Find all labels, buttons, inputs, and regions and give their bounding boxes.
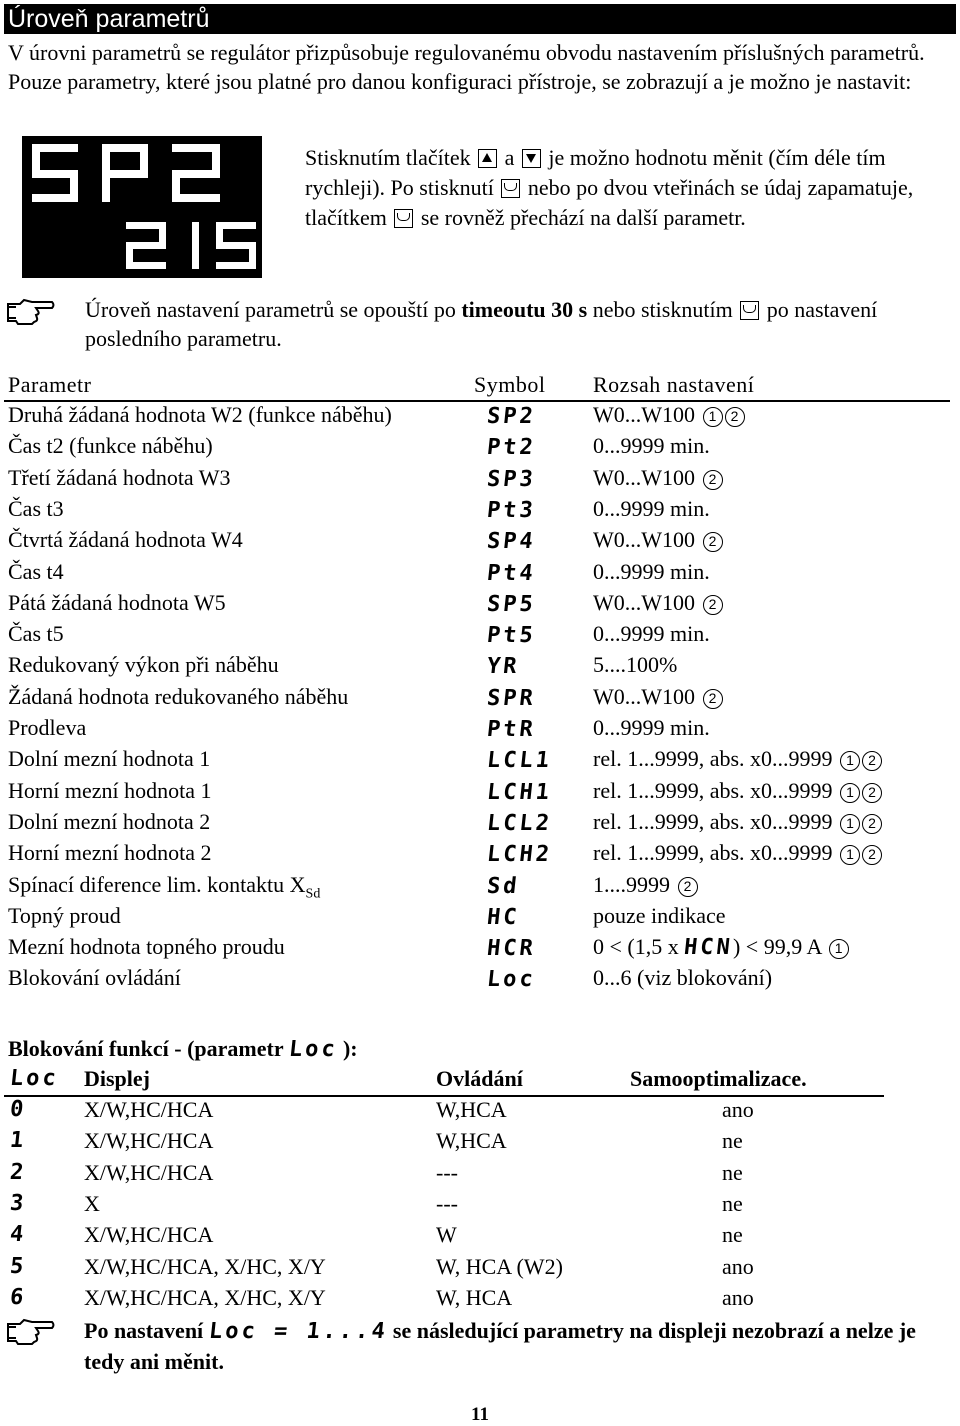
param-symbol: YR — [485, 654, 521, 680]
param-symbol: PtR — [485, 717, 538, 742]
table-row — [0, 652, 960, 683]
param-symbol: Pt3 — [485, 497, 538, 523]
param-range: 0...9999 min. — [593, 495, 710, 521]
param-symbol: LCH2 — [485, 842, 554, 868]
param-name: Čas t2 (funkce náběhu) — [8, 433, 213, 459]
table-row — [0, 590, 960, 621]
param-range: rel. 1...9999, abs. x0...9999 1 2 — [593, 809, 882, 835]
param-name: Druhá žádaná hodnota W2 (funkce náběhu) — [8, 402, 392, 427]
param-symbol: LCL2 — [485, 810, 554, 836]
displej-value: X/W,HC/HCA — [84, 1128, 214, 1154]
table-row — [0, 934, 960, 965]
param-name: Mezní hodnota topného proudu — [8, 934, 285, 960]
param-range: 1....9999 2 — [593, 872, 698, 898]
table-row — [0, 903, 960, 934]
table-row — [0, 559, 960, 590]
column-header-rozsah: Rozsah nastavení — [593, 372, 755, 397]
ovladani-value: --- — [436, 1190, 458, 1216]
pointing-hand-icon — [6, 1316, 56, 1346]
param-symbol: HC — [485, 904, 521, 930]
param-symbol: Pt2 — [485, 435, 538, 461]
displej-value: X/W,HC/HCA, X/HC, X/Y — [84, 1284, 326, 1310]
key-instructions: Stisknutím tlačítek a je možno hodnotu měnit (čím déle tím rychleji). Po stisknutí nebo po dvou vteřinách se údaj zapamatuje, tlačítkem se rovněž přechází na další parametr. — [305, 145, 914, 230]
loc-value: 6 — [8, 1284, 28, 1310]
param-name: Čas t3 — [8, 495, 64, 521]
param-range: 0...9999 min. — [593, 433, 710, 459]
param-name: Čtvrtá žádaná hodnota W4 — [8, 527, 243, 553]
param-range: W0...W100 2 — [593, 465, 723, 491]
ovladani-value: W,HCA — [436, 1128, 507, 1154]
table-row — [0, 778, 960, 809]
block-row — [0, 1128, 960, 1159]
enter-key-icon — [394, 209, 413, 228]
param-range: 0...9999 min. — [593, 715, 710, 740]
column-header-symbol: Symbol — [474, 372, 546, 397]
param-name: Dolní mezní hodnota 1 — [8, 746, 211, 772]
param-range: 0...9999 min. — [593, 558, 710, 584]
samooptimalizace-value: ne — [722, 1222, 743, 1248]
displej-value: X/W,HC/HCA — [84, 1222, 214, 1248]
samooptimalizace-value: ne — [722, 1190, 743, 1216]
displej-value: X — [84, 1190, 100, 1216]
param-range: W0...W100 2 — [593, 684, 723, 710]
note-mark-icon: 1 — [840, 845, 860, 865]
param-name: Žádaná hodnota redukovaného náběhu — [8, 683, 349, 709]
param-name: Třetí žádaná hodnota W3 — [8, 464, 231, 490]
param-name: Spínací diference lim. kontaktu $X_{Sd}$ — [8, 871, 321, 901]
loc-value: 0 — [8, 1097, 28, 1122]
param-name: Čas t5 — [8, 621, 64, 647]
samooptimalizace-value: ano — [722, 1253, 754, 1279]
lcd-display — [22, 136, 262, 278]
displej-value: X/W,HC/HCA — [84, 1097, 214, 1122]
table-row — [0, 965, 960, 996]
enter-key-icon — [740, 301, 759, 320]
param-name: Pátá žádaná hodnota W5 — [8, 589, 226, 615]
note-mark-icon: 1 — [840, 751, 860, 771]
table-row — [0, 715, 960, 746]
intro-paragraph: V úrovni parametrů se regulátor přizpůsobuje regulovanému obvodu nastavením příslušných parametrů. Pouze parametry, které jsou platné pro danou konfiguraci přístroje, se zobrazují a je možno je nastavit: — [8, 40, 925, 94]
loc-value: 3 — [8, 1190, 28, 1216]
table-row — [0, 809, 960, 840]
note-mark-icon: 2 — [862, 814, 882, 834]
param-symbol: HCR — [485, 936, 538, 962]
param-range: W0...W100 2 — [593, 590, 723, 616]
pointing-hand-icon — [6, 296, 56, 326]
note-mark-icon: 2 — [703, 532, 723, 552]
ovladani-value: W — [436, 1222, 457, 1248]
param-symbol: SPR — [485, 685, 538, 711]
note-mark-icon: 2 — [678, 877, 698, 897]
table-row — [0, 402, 960, 433]
block-title: Blokování funkcí - (parametr Loc ): — [8, 1036, 358, 1062]
note-mark-icon: 2 — [862, 783, 882, 803]
loc-value: 2 — [8, 1159, 28, 1185]
table-row — [0, 527, 960, 558]
note-mark-icon: 2 — [703, 470, 723, 490]
samooptimalizace-value: ano — [722, 1097, 754, 1122]
displej-value: X/W,HC/HCA, X/HC, X/Y — [84, 1253, 326, 1279]
param-range: pouze indikace — [593, 902, 726, 928]
param-range: rel. 1...9999, abs. x0...9999 1 2 — [593, 778, 882, 804]
note-mark-icon: 1 — [840, 814, 860, 834]
ovladani-value: --- — [436, 1159, 458, 1185]
table-row — [0, 872, 960, 903]
enter-key-icon — [501, 179, 520, 198]
table-row — [0, 433, 960, 464]
note-mark-icon: 2 — [703, 689, 723, 709]
block-row — [0, 1254, 960, 1285]
block-row — [0, 1222, 960, 1253]
param-symbol: SP2 — [485, 404, 538, 429]
param-range: 0 < (1,5 x HCN) < 99,9 A 1 — [593, 934, 849, 960]
ovladani-value: W,HCA — [436, 1097, 507, 1122]
block-row — [0, 1285, 960, 1316]
table-row — [0, 746, 960, 777]
param-symbol: Pt4 — [485, 560, 538, 586]
column-header-parametr: Parametr — [8, 372, 92, 397]
samooptimalizace-value: ne — [722, 1128, 743, 1154]
block-row — [0, 1160, 960, 1191]
note-mark-icon: 2 — [862, 845, 882, 865]
table-row — [0, 621, 960, 652]
param-range: 0...6 (viz blokování) — [593, 965, 773, 991]
param-symbol: Loc — [485, 967, 538, 993]
final-note: Po nastavení Loc = 1...4 se následující parametry na displeji nezobrazí a nelze je tedy ani měnit. — [84, 1318, 916, 1374]
param-symbol: SP4 — [485, 529, 538, 555]
param-name: Topný proud — [8, 902, 121, 928]
param-name: Prodleva — [8, 715, 87, 740]
param-symbol: Sd — [485, 873, 521, 899]
table-row — [0, 496, 960, 527]
param-range: rel. 1...9999, abs. x0...9999 1 2 — [593, 746, 882, 772]
up-key-icon — [478, 149, 497, 168]
param-symbol: LCL1 — [485, 748, 554, 774]
samooptimalizace-value: ano — [722, 1284, 754, 1310]
param-symbol: SP5 — [485, 591, 538, 617]
param-range: 0...9999 min. — [593, 621, 710, 647]
param-range: W0...W100 1 2 — [593, 402, 745, 428]
timeout-note: Úroveň nastavení parametrů se opouští po timeoutu 30 s nebo stisknutím po nastavení posledního parametru. — [85, 297, 878, 351]
note-mark-icon: 2 — [703, 595, 723, 615]
param-name: Čas t4 — [8, 558, 64, 584]
block-header-row: Loc Displej Ovládání Samooptimalizace. — [8, 1066, 807, 1091]
loc-value: 5 — [8, 1253, 28, 1279]
param-range: 5....100% — [593, 652, 678, 678]
note-mark-icon: 2 — [862, 751, 882, 771]
param-range: W0...W100 2 — [593, 527, 723, 553]
ovladani-value: W, HCA (W2) — [436, 1253, 563, 1279]
page-title: Úroveň parametrů — [4, 4, 956, 34]
loc-value: 1 — [8, 1128, 28, 1154]
page-number: 11 — [471, 1404, 489, 1425]
param-name: Horní mezní hodnota 2 — [8, 840, 212, 866]
loc-value: 4 — [8, 1222, 28, 1248]
displej-value: X/W,HC/HCA — [84, 1159, 214, 1185]
lcd-digits — [22, 136, 262, 278]
block-row — [0, 1097, 960, 1128]
param-symbol: LCH1 — [485, 779, 554, 805]
param-range: rel. 1...9999, abs. x0...9999 1 2 — [593, 840, 882, 866]
block-row — [0, 1191, 960, 1222]
note-mark-icon: 2 — [725, 407, 745, 427]
param-name: Blokování ovládání — [8, 965, 181, 991]
ovladani-value: W, HCA — [436, 1284, 513, 1310]
param-name: Redukovaný výkon při náběhu — [8, 652, 279, 678]
down-key-icon — [522, 149, 541, 168]
param-symbol: Pt5 — [485, 623, 538, 649]
note-mark-icon: 1 — [829, 939, 849, 959]
table-row — [0, 465, 960, 496]
param-name: Dolní mezní hodnota 2 — [8, 808, 211, 834]
table-row — [0, 840, 960, 871]
param-name: Horní mezní hodnota 1 — [8, 777, 212, 803]
note-mark-icon: 1 — [703, 407, 723, 427]
samooptimalizace-value: ne — [722, 1159, 743, 1185]
note-mark-icon: 1 — [840, 783, 860, 803]
param-symbol: SP3 — [485, 466, 538, 492]
table-row — [0, 684, 960, 715]
